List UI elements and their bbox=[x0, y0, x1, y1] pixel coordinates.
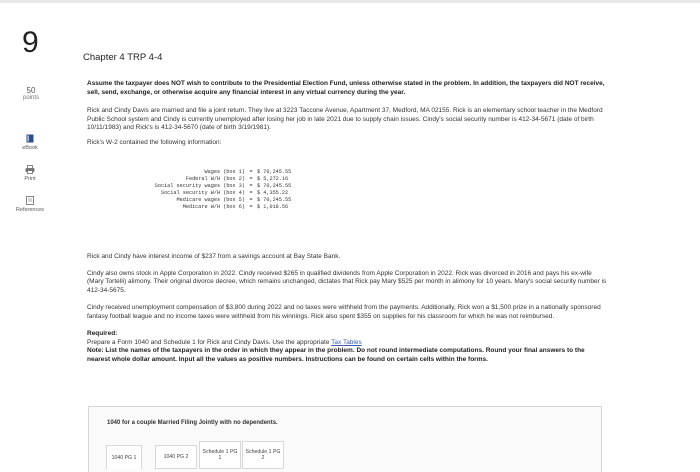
tab-schedule1-pg1[interactable]: Schedule 1 PG 1 bbox=[199, 441, 241, 469]
interest-income-text: Rick and Cindy have interest income of $237 from a savings account at Bay State Bank. bbox=[87, 253, 341, 260]
required-heading: Required: bbox=[87, 330, 118, 337]
w2-value: $ 70,245.55 bbox=[257, 197, 292, 203]
w2-row: Social security W/H (box 4) = $ 4,355.22 bbox=[116, 190, 326, 197]
question-title: Chapter 4 TRP 4-4 bbox=[83, 52, 163, 63]
w2-label: Social security wages (box 3) bbox=[154, 183, 245, 189]
w2-row: Wages (box 1) = $ 70,245.55 bbox=[116, 169, 326, 176]
tab-schedule1-pg2[interactable]: Schedule 1 PG 2 bbox=[242, 441, 284, 469]
points-indicator bbox=[14, 86, 48, 101]
w2-label: Wages (box 1) bbox=[204, 169, 245, 175]
sidebar-item-references[interactable] bbox=[8, 196, 52, 213]
document-icon bbox=[25, 196, 35, 205]
points-value: 50 bbox=[26, 86, 36, 95]
question-body bbox=[87, 80, 607, 147]
w2-value: $ 70,245.55 bbox=[257, 169, 292, 175]
top-bar bbox=[0, 0, 700, 3]
w2-label: Medicare wages (box 5) bbox=[176, 197, 245, 203]
tax-tables-link[interactable]: Tax Tables bbox=[331, 338, 362, 346]
sidebar-item-label: eBook bbox=[22, 145, 38, 151]
w2-row: Medicare W/H (box 6) = $ 1,018.56 bbox=[116, 204, 326, 211]
w2-label: Social security W/H (box 4) bbox=[160, 190, 245, 196]
w2-value: $ 5,272.16 bbox=[257, 176, 289, 182]
w2-label: Federal W/H (box 2) bbox=[185, 176, 245, 182]
w2-row: Federal W/H (box 2) = $ 5,272.16 bbox=[116, 176, 326, 183]
assumption-text: Assume the taxpayer does NOT wish to contribute to the Presidential Election Fund, unless otherwise stated in the problem. In addition, the taxpayers did NOT receive, sell, send, exchange, or otherwise acquire any financial interest in any virtual currency during the year. bbox=[87, 80, 605, 96]
w2-row: Social security wages (box 3) = $ 70,245.55 bbox=[116, 183, 326, 190]
points-label: points bbox=[22, 95, 39, 101]
w2-table bbox=[116, 169, 326, 211]
note-text: Note: List the names of the taxpayers in the order in which they appear in the problem. Do not round intermediate computations. Round your final answers to the nearest whole dollar amount. Input all the values as positive numbers. Instructions can be found on certain cells within the forms. bbox=[87, 347, 585, 363]
form-panel-title: 1040 for a couple Married Filing Jointly with no dependents. bbox=[107, 420, 278, 426]
sidebar-item-label: Print bbox=[24, 176, 36, 182]
w2-value: $ 1,018.56 bbox=[257, 204, 289, 210]
unemployment-paragraph: Cindy received unemployment compensation of $3,800 during 2022 and no taxes were withheld from the payments. Additionally, Rick won a $1,500 prize in a nationally sponsored fantasy football league and no income taxes were withheld from his winnings. Rick also spent $355 on supplies for his classroom for which he was not reimbursed. bbox=[87, 304, 601, 320]
required-instructions: Prepare a Form 1040 and Schedule 1 for Rick and Cindy Davis. Use the appropriate Tax Tables bbox=[87, 338, 362, 346]
w2-value: $ 4,355.22 bbox=[257, 190, 289, 196]
tab-1040-pg1[interactable]: 1040 PG 1 bbox=[106, 445, 142, 469]
form-panel bbox=[88, 406, 602, 472]
sidebar-item-ebook[interactable] bbox=[8, 134, 52, 151]
question-body-continued bbox=[87, 253, 607, 364]
w2-value: $ 70,245.55 bbox=[257, 183, 292, 189]
tab-1040-pg2[interactable]: 1040 PG 2 bbox=[155, 445, 197, 469]
printer-icon bbox=[25, 165, 35, 174]
w2-intro-text: Rick's W-2 contained the following information: bbox=[87, 138, 222, 146]
w2-label: Medicare W/H (box 6) bbox=[182, 204, 245, 210]
sidebar-item-print[interactable] bbox=[8, 165, 52, 182]
dividends-alimony-paragraph: Cindy also owns stock in Apple Corporation in 2022. Cindy received $265 in qualified dividends from Apple Corporation in 2022. Rick was divorced in 2016 and pays his ex-wife (Mary Tortelli) alimony. Their original divorce decree, which remains unchanged, dictates that Rick pay Mary $525 per month in alimony for 10 years. Mary's social security number is 412-34-5675. bbox=[87, 269, 607, 294]
taxpayer-info-paragraph: Rick and Cindy Davis are married and file a joint return. They live at 3223 Taccone Avenue, Apartment 37, Medford, MA 02155. Rick is an elementary school teacher in the Medford Public School system and Cindy is currently unemployed after losing her job in late 2021 due to supply chain issues. Cindy's social security number is 412-34-5671 (date of birth 10/11/1983) and Rick's is 412-34-5670 (date of birth 3/19/1981). bbox=[87, 107, 603, 131]
book-icon bbox=[25, 134, 35, 143]
question-number: 9 bbox=[22, 26, 39, 59]
sidebar-item-label: References bbox=[15, 207, 45, 213]
w2-row: Medicare wages (box 5) = $ 70,245.55 bbox=[116, 197, 326, 204]
